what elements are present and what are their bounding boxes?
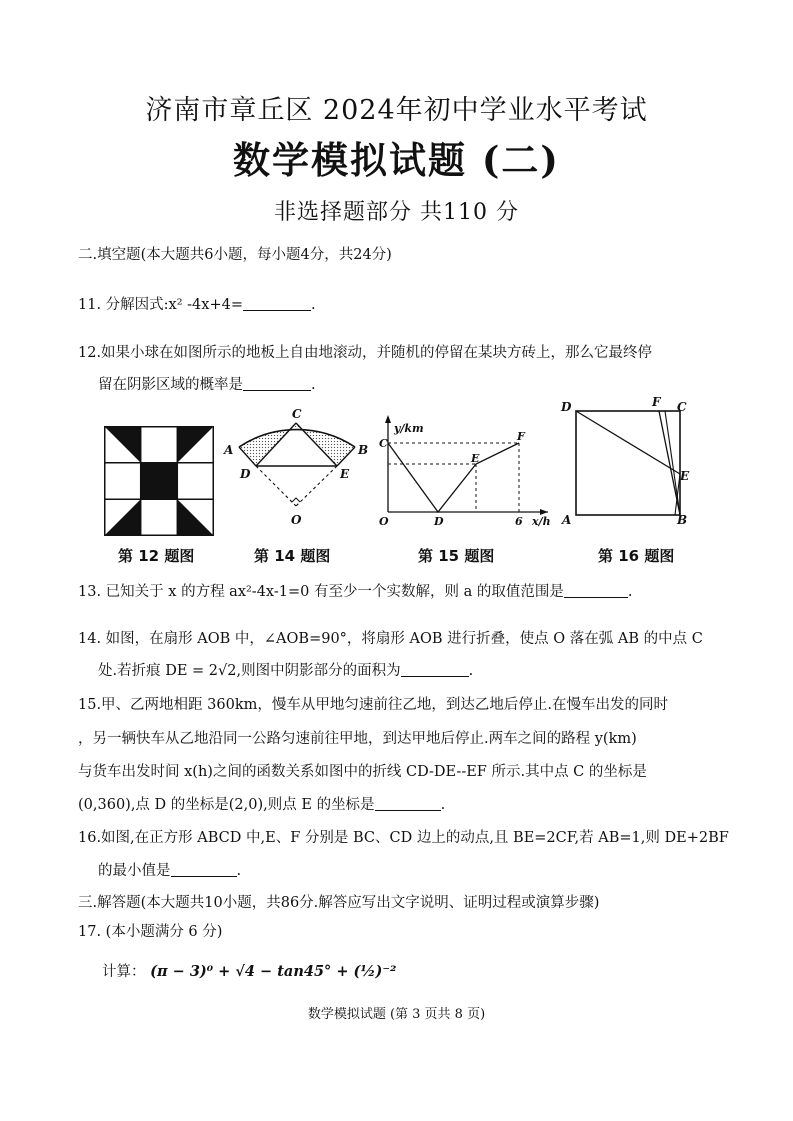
question-15-line4 [78, 793, 445, 814]
q17-header: 17. (本小题满分 6 分) [78, 924, 223, 940]
q16-line1: 16.如图,在正方形 ABCD 中,E、F 分别是 BC、CD 边上的动点,且 BE=2CF,若 AB=1,则 DE+2BF [78, 830, 729, 846]
caption-figure-15: 第 15 题图 [418, 547, 495, 565]
caption-figure-12: 第 12 题图 [118, 547, 195, 565]
answer-blank[interactable] [564, 583, 628, 598]
q12-tail: . [311, 377, 316, 393]
shaded-center-tile [141, 463, 178, 500]
shaded-triangle-top-right [177, 426, 214, 463]
label-b: B [358, 443, 369, 457]
exam-title: 济南市章丘区 2024年初中学业水平考试 [145, 95, 648, 126]
shaded-triangle-bottom-left [104, 499, 141, 536]
label-c: C [677, 400, 687, 414]
q15-line3: 与货车出发时间 x(h)之间的函数关系如图中的折线 CD-DE--EF 所示.其中点 C 的坐标是 [78, 764, 647, 780]
q14-line2: 处.若折痕 DE = 2√2,则图中阴影部分的面积为 [98, 663, 401, 679]
label-b: B [677, 513, 688, 527]
label-c: C [379, 437, 388, 450]
label-a: A [224, 443, 234, 457]
q12-line2: 留在阴影区域的概率是 [98, 377, 243, 393]
q15-line1: 15.甲、乙两地相距 360km，慢车从甲地匀速前往乙地，到达乙地后停止.在慢车出发的同时 [78, 697, 668, 713]
caption-figure-16: 第 16 题图 [598, 547, 675, 565]
answer-blank[interactable] [243, 376, 311, 391]
label-f: F [652, 395, 661, 409]
answer-blank[interactable] [401, 662, 469, 677]
shaded-triangle-top-left [104, 426, 141, 463]
question-11 [78, 293, 316, 314]
q16-line2: 的最小值是 [98, 863, 171, 879]
label-d: D [240, 467, 251, 481]
caption-figure-14: 第 14 题图 [254, 547, 331, 565]
y-axis-arrow [385, 415, 391, 423]
segment-de [576, 411, 680, 474]
answer-blank[interactable] [375, 796, 441, 811]
label-o: O [291, 513, 302, 527]
q17-expression-line [102, 960, 396, 981]
segment-bf2 [665, 411, 680, 515]
page-footer: 数学模拟试题 (第 3 页共 8 页) [307, 1007, 486, 1022]
answer-blank[interactable] [171, 862, 237, 877]
figure-15-graph [376, 412, 556, 530]
q17-expression: (π − 3)⁰ + √4 − tan45° + (½)⁻² [150, 963, 397, 980]
q16-tail: . [236, 863, 242, 879]
question-16-line2 [98, 859, 241, 880]
figure-14-sector [222, 404, 372, 529]
label-d: D [434, 515, 444, 528]
paper-title: 数学模拟试题 (二) [233, 138, 560, 182]
question-14-line2 [98, 659, 473, 680]
label-e: E [471, 452, 480, 465]
label-a: A [562, 513, 572, 527]
q15-line2: ，另一辆快车从乙地沿同一公路匀速前往甲地，到达甲地后停止.两车之间的路程 y(km) [78, 731, 637, 747]
figure-16-square [556, 393, 696, 533]
shaded-triangle-bottom-right [177, 499, 214, 536]
q13-tail: . [627, 584, 633, 600]
q11-text: 11. 分解因式:x² -4x+4= [78, 297, 243, 313]
q12-line1: 12.如果小球在如图所示的地板上自由地滚动，并随机的停留在某块方砖上，那么它最终停 [78, 345, 653, 361]
label-f: F [517, 430, 525, 443]
figure-12-floor-tiles [104, 426, 214, 536]
q15-line4: (0,360),点 D 的坐标是(2,0),则点 E 的坐标是 [78, 797, 375, 813]
section2-heading: 二.填空题(本大题共6小题，每小题4分，共24分) [78, 247, 392, 263]
question-12-line2 [98, 373, 316, 394]
label-d: D [561, 400, 572, 414]
q17-label: 计算： [102, 964, 146, 980]
tick-6: 6 [515, 515, 523, 528]
q13-text: 13. 已知关于 x 的方程 ax²-4x-1=0 有至少一个实数解，则 a 的取值范围是 [78, 584, 564, 600]
label-e: E [680, 469, 690, 483]
q14-line1: 14. 如图，在扇形 AOB 中，∠AOB=90°，将扇形 AOB 进行折叠，使点 O 落在弧 AB 的中点 C [78, 631, 703, 647]
x-axis-label: x/h [532, 515, 551, 528]
label-o: O [379, 515, 389, 528]
question-13 [78, 580, 632, 601]
section-title: 非选择题部分 共110 分 [274, 200, 519, 225]
label-c: C [292, 407, 302, 421]
section3-heading: 三.解答题(本大题共10小题，共86分.解答应写出文字说明、证明过程或演算步骤) [78, 895, 600, 911]
q14-tail: . [468, 663, 474, 679]
polyline-cd-de-ef [388, 443, 519, 512]
q11-tail: . [310, 297, 316, 313]
y-axis-label: y/km [394, 422, 424, 435]
answer-blank[interactable] [243, 296, 311, 311]
label-e: E [340, 467, 350, 481]
q15-tail: . [440, 797, 446, 813]
square-abcd [576, 411, 680, 515]
right-angle-mark [292, 498, 300, 502]
